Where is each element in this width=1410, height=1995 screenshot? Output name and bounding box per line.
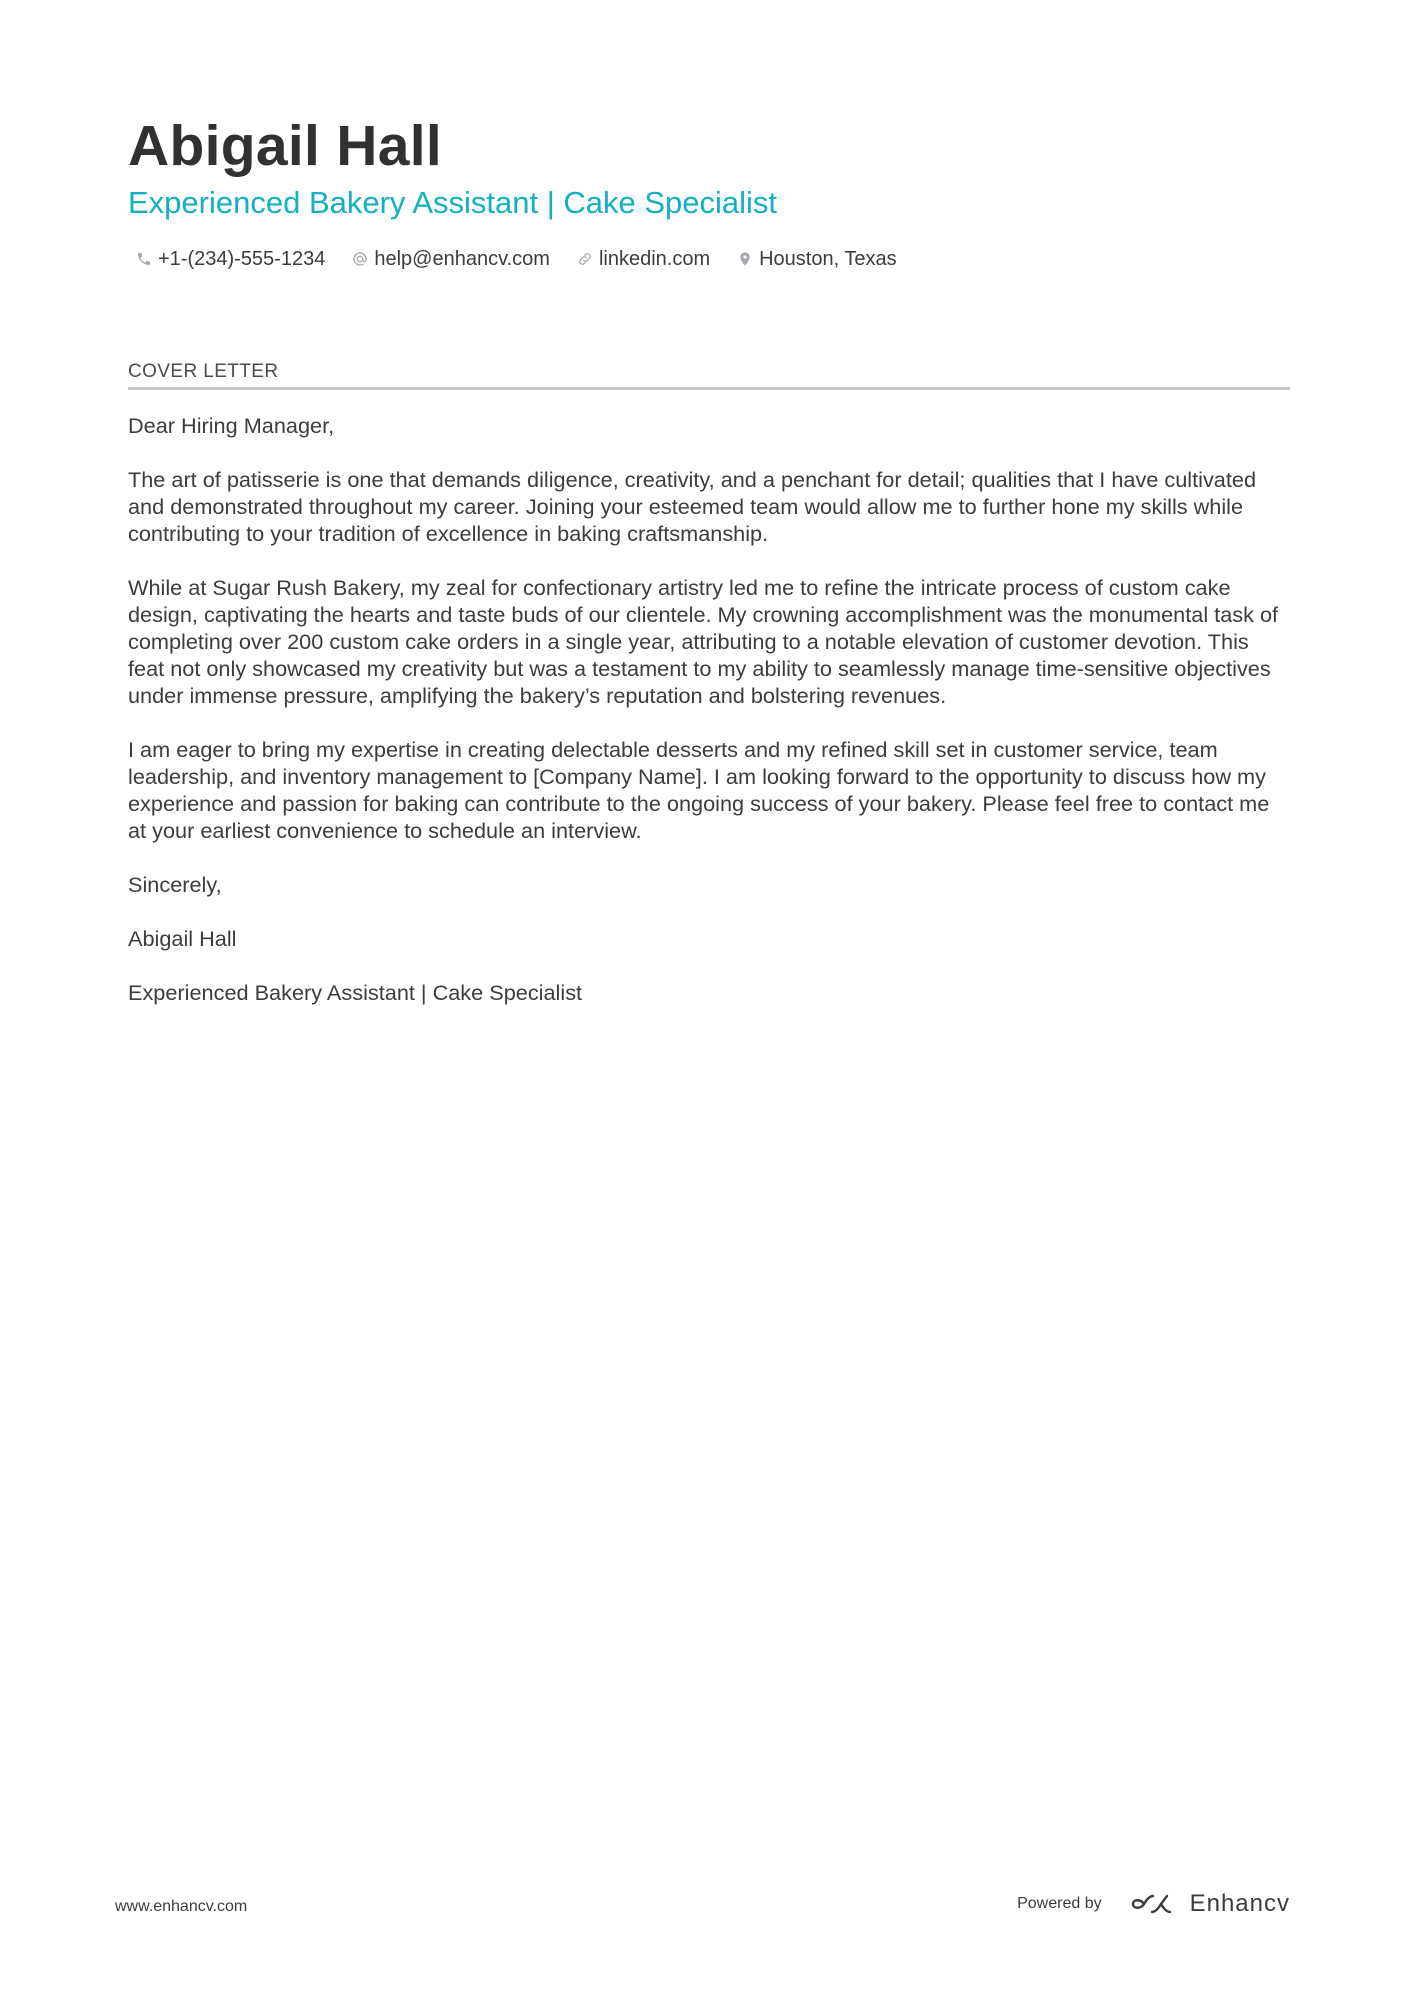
link-icon — [577, 251, 593, 267]
letter-paragraph: The art of patisserie is one that demands diligence, creativity, and a penchant for detail; qualities that I have cultivated and demonstrated throughout my career. Joining your esteemed team would allow me to further hone my skills while contributing to your tradition of excellence in baking craftsmanship. — [128, 467, 1257, 546]
letter-closing: Sincerely, — [128, 872, 222, 897]
phone-text: +1-(234)-555-1234 — [158, 248, 326, 270]
candidate-name: Abigail Hall — [128, 114, 442, 178]
contact-website[interactable] — [577, 245, 710, 273]
candidate-headline: Experienced Bakery Assistant | Cake Specialist — [128, 185, 778, 220]
contact-info — [136, 245, 924, 273]
powered-by-label: Powered by — [1017, 1895, 1102, 1912]
enhancv-logo[interactable] — [1130, 1890, 1290, 1918]
cover-letter-body — [128, 412, 1290, 1033]
signature-name: Abigail Hall — [128, 926, 237, 951]
enhancv-brand-name: Enhancv — [1189, 1890, 1290, 1917]
letter-greeting: Dear Hiring Manager, — [128, 413, 335, 438]
phone-icon — [136, 251, 152, 267]
contact-email[interactable] — [352, 245, 550, 273]
section-title-cover-letter: COVER LETTER — [128, 360, 1290, 390]
footer-website-link[interactable]: www.enhancv.com — [115, 1898, 248, 1915]
enhancv-logo-icon — [1130, 1891, 1178, 1917]
contact-location — [737, 245, 897, 273]
location-text: Houston, Texas — [759, 248, 897, 270]
letter-paragraph: I am eager to bring my expertise in creating delectable desserts and my refined skill set in customer service, team leadership, and inventory management to [Company Name]. I am looking forward to the opportunity to discuss how my experience and passion for baking can contribute to the ongoing success of your bakery. Please feel free to contact me at your earliest convenience to schedule an interview. — [128, 737, 1270, 843]
contact-phone[interactable] — [136, 245, 325, 273]
footer-branding — [1017, 1888, 1290, 1920]
at-icon — [352, 251, 368, 267]
signature-title: Experienced Bakery Assistant | Cake Specialist — [128, 980, 583, 1005]
map-pin-icon — [737, 251, 753, 267]
letter-paragraph: While at Sugar Rush Bakery, my zeal for confectionary artistry led me to refine the intricate process of custom cake design, captivating the hearts and taste buds of our clientele. My crowning accomplishment was the monumental task of completing over 200 custom cake orders in a single year, attributing to a notable elevation of customer devotion. This feat not only showcased my creativity but was a testament to my ability to seamlessly manage time-sensitive objectives under immense pressure, amplifying the bakery’s reputation and bolstering revenues. — [128, 575, 1279, 708]
website-text: linkedin.com — [598, 248, 711, 270]
email-text: help@enhancv.com — [374, 248, 550, 270]
